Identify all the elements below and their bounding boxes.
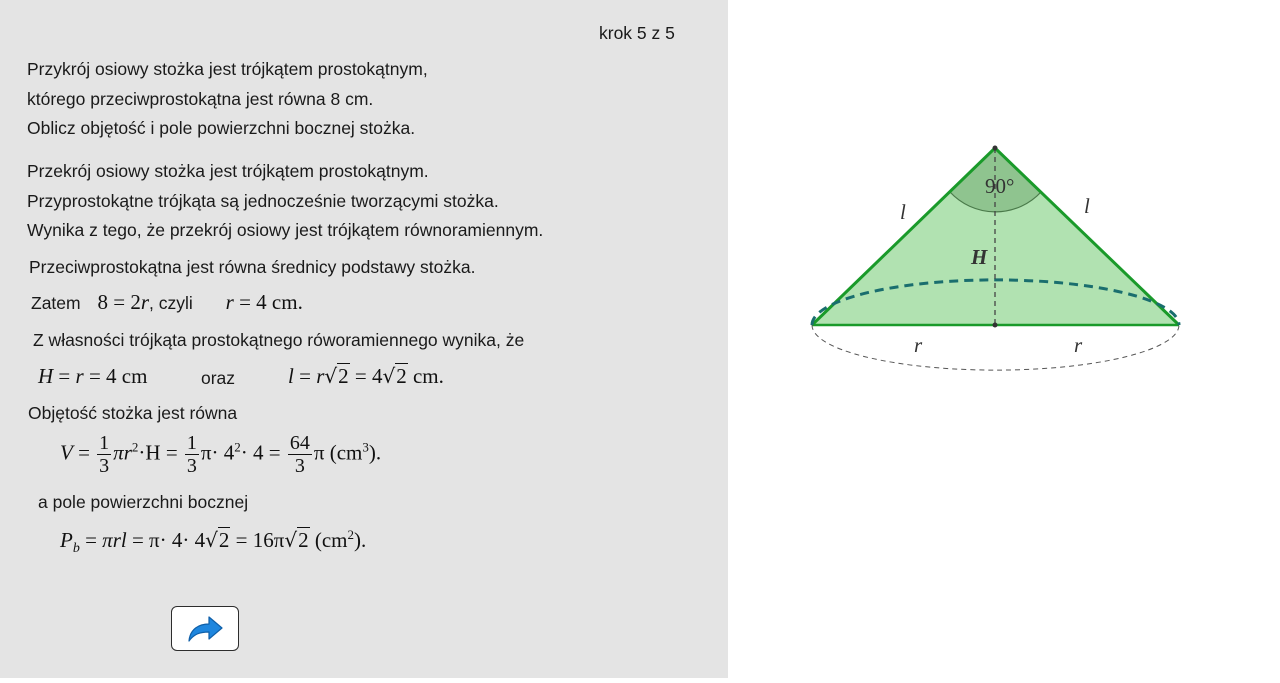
volume-equation: V = $\frac{1}{3}$ $\pi r^2\cdot H$ = $\frac{1}{3}$ $\pi\cdot 4^2\cdot 4$ = $\frac{64}{3}$ π $(cm^3)$. <box>60 432 382 477</box>
solution-line-3: Wynika z tego, że przekrój osiowy jest trójkątem równoramiennym. <box>27 220 544 240</box>
label-r-left: r <box>914 333 923 357</box>
apex-point <box>993 146 998 151</box>
solution-line-1: Przekrój osiowy stożka jest trójkątem prostokątnym. <box>27 161 429 181</box>
czyli-label: , czyli <box>149 293 193 313</box>
step-counter: krok 5 z 5 <box>599 23 675 43</box>
sqrt-2: √2 <box>382 364 407 388</box>
lateral-intro: a pole powierzchni bocznej <box>38 492 249 512</box>
label-r-right: r <box>1074 333 1083 357</box>
right-figure-panel <box>728 0 1280 678</box>
redo-arrow-icon <box>185 613 225 645</box>
problem-line-1: Przykrój osiowy stożka jest trójkątem prostokątnym, <box>27 59 428 79</box>
fraction-one-third: $\frac{1}{3}$ <box>186 432 197 477</box>
fraction-64-thirds: $\frac{64}{3}$ <box>289 432 310 477</box>
oraz-label: oraz <box>201 368 236 388</box>
volume-intro: Objętość stożka jest równa <box>28 403 238 423</box>
solution-line-2: Przyprostokątne trójkąta są jednocześnie tworzącymi stożka. <box>27 191 499 211</box>
zatem-label: Zatem <box>31 293 81 313</box>
ellipse-front <box>812 325 1179 370</box>
center-point <box>993 323 998 328</box>
height-equation: H = r = 4 cm <box>38 364 148 388</box>
problem-line-2: którego przeciwprostokątna jest równa 8 cm. <box>27 89 374 109</box>
label-l-right: l <box>1084 194 1090 218</box>
sqrt-2: √2 <box>205 528 230 552</box>
eq-diameter: 8 = 2r <box>97 290 150 314</box>
problem-line-3: Oblicz objętość i pole powierzchni bocznej stożka. <box>27 118 416 138</box>
fraction-one-third: $\frac{1}{3}$ <box>99 432 110 477</box>
lateral-area-equation: $P_b = \pi rl = \pi\cdot 4\cdot 4√2 = 16\pi√2$ $(cm^2)$. <box>60 527 367 557</box>
solution-line-4: Przeciwprostokątna jest równa średnicy podstawy stożka. <box>29 257 476 277</box>
property-line: Z własności trójkąta prostokątnego róworamiennego wynika, że <box>33 330 525 350</box>
cone-cross-section-figure <box>728 0 1280 678</box>
zatem-line <box>31 292 303 313</box>
slant-equation: l = r√2 = 4√2 cm. <box>288 364 444 388</box>
eq-radius: r = 4 cm. <box>225 290 303 314</box>
label-H: H <box>971 245 988 269</box>
label-l-left: l <box>900 200 906 224</box>
label-angle: 90° <box>985 174 1015 198</box>
next-step-button[interactable] <box>171 606 239 651</box>
sqrt-2: √2 <box>324 364 349 388</box>
sqrt-2: √2 <box>284 528 309 552</box>
